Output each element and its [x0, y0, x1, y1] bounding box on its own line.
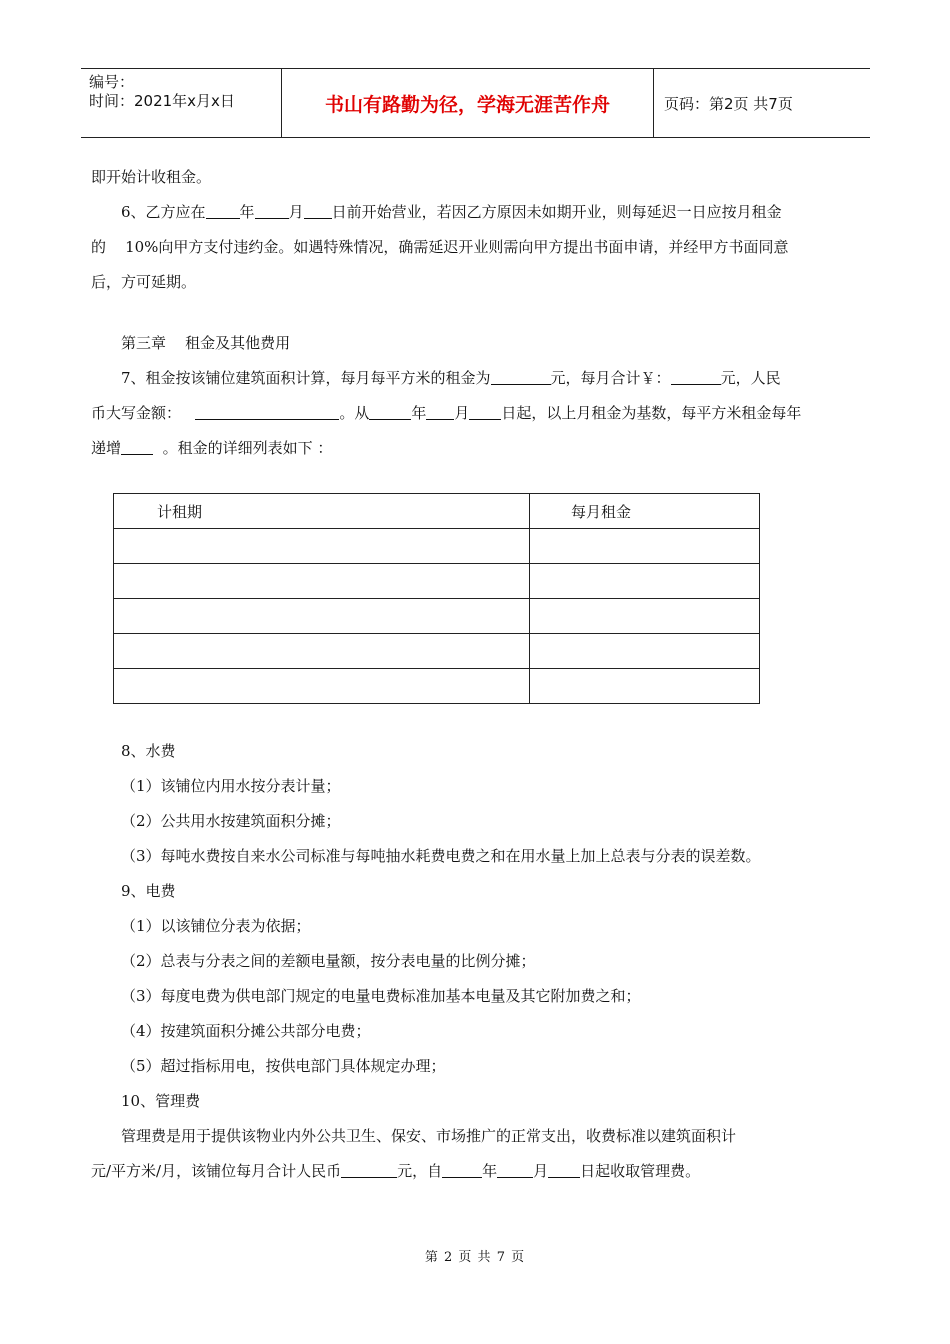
header-meta — [81, 69, 282, 137]
clause-9-item-3: （3）每度电费为供电部门规定的电量电费标准加基本电量及其它附加费之和； — [121, 987, 641, 1005]
blank-month — [255, 202, 289, 219]
clause-10-line-1: 管理费是用于提供该物业内外公共卫生、保安、市场推广的正常支出，收费标准以建筑面积计 — [121, 1127, 737, 1145]
rent-schedule-table — [113, 493, 760, 704]
clause-7-line-2: 币大写金额： 。从 年 月 日起，以上月租金为基数，每平方米租金每年 — [91, 404, 802, 422]
paragraph-continued: 即开始计收租金。 — [91, 168, 212, 186]
blank-unit-rent — [491, 368, 551, 385]
blank-management-fee — [341, 1161, 397, 1178]
table-row — [114, 564, 760, 599]
clause-9-title: 9、电费 — [121, 882, 176, 900]
clause-7-line-3: 递增 。租金的详细列表如下 ： — [91, 439, 333, 457]
clause-8-item-3: （3）每吨水费按自来水公司标准与每吨抽水耗费电费之和在用水量上加上总表与分表的误差数。 — [121, 847, 761, 865]
clause-6-line-2: 的 10%向甲方支付违约金。如遇特殊情况，确需延迟开业则需向甲方提出书面申请，并经甲方书面同意 — [91, 238, 789, 256]
clause-9-item-4: （4）按建筑面积分摊公共部分电费； — [121, 1022, 371, 1040]
blank-year — [206, 202, 240, 219]
document-number-label: 编号： — [89, 73, 135, 91]
chapter-3-title: 第三章 租金及其他费用 — [121, 334, 291, 352]
header-motto: 书山有路勤为径，学海无涯苦作舟 — [282, 69, 654, 137]
clause-9-item-2: （2）总表与分表之间的差额电量额，按分表电量的比例分摊； — [121, 952, 536, 970]
header-page-info: 页码：第2页 共7页 — [664, 94, 793, 113]
page-header — [81, 68, 870, 138]
table-header-row — [114, 494, 760, 529]
clause-6-line-3: 后，方可延期。 — [91, 273, 197, 291]
header-rent-period: 计租期 — [114, 494, 530, 529]
table-row — [114, 529, 760, 564]
table-row — [114, 669, 760, 704]
clause-8-item-1: （1）该铺位内用水按分表计量； — [121, 777, 341, 795]
blank-monthly-total — [671, 368, 721, 385]
table-row — [114, 634, 760, 669]
clause-9-item-1: （1）以该铺位分表为依据； — [121, 917, 311, 935]
blank-day — [304, 202, 332, 219]
blank-amount-words — [195, 403, 339, 420]
clause-10-title: 10、管理费 — [121, 1092, 201, 1110]
document-time-label: 时间：2021年x月x日 — [89, 92, 235, 110]
clause-10-line-2: 元/平方米/月，该铺位每月合计人民币 元，自 年 月 日起收取管理费。 — [91, 1162, 701, 1180]
blank-increase — [121, 438, 153, 455]
header-monthly-rent: 每月租金 — [530, 494, 760, 529]
clause-7-line-1: 7、租金按该铺位建筑面积计算，每月每平方米的租金为 元，每月合计￥： 元，人民 — [121, 369, 781, 387]
clause-8-title: 8、水费 — [121, 742, 176, 760]
clause-6-line-1: 6、乙方应在 年 月 日前开始营业，若因乙方原因未如期开业，则每延迟一日应按月租金 — [121, 203, 782, 221]
page-footer: 第 2 页 共 7 页 — [424, 1250, 526, 1265]
document-body — [91, 160, 859, 1189]
table-row — [114, 599, 760, 634]
clause-9-item-5: （5）超过指标用电，按供电部门具体规定办理； — [121, 1057, 446, 1075]
clause-8-item-2: （2）公共用水按建筑面积分摊； — [121, 812, 341, 830]
